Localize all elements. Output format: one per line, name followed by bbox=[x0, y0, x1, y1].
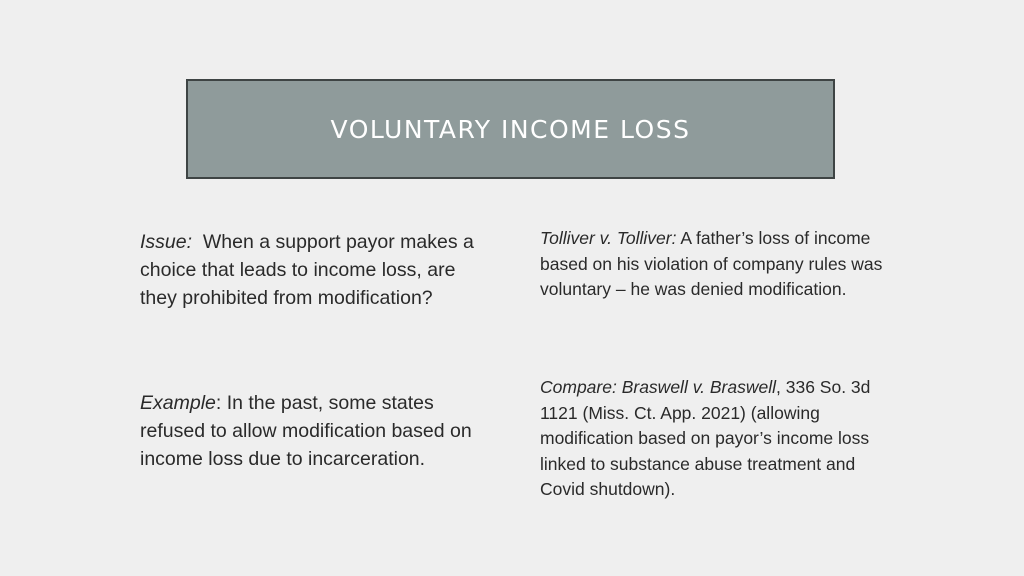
issue-text: When a support payor makes a choice that leads to income loss, are they prohibited from modification? bbox=[140, 231, 474, 309]
tolliver-paragraph bbox=[540, 226, 885, 303]
issue-label: Issue: bbox=[140, 231, 193, 253]
example-text: : In the past, some states refused to allow modification based on income loss due to incarceration. bbox=[140, 392, 472, 470]
compare-text: , 336 So. 3d 1121 (Miss. Ct. App. 2021) (allowing modification based on payor’s income loss linked to substance abuse treatment and Covid shutdown). bbox=[540, 377, 871, 499]
compare-paragraph bbox=[540, 375, 885, 503]
compare-label: Compare: Braswell v. Braswell bbox=[540, 377, 776, 397]
title-banner bbox=[186, 79, 835, 179]
example-label: Example bbox=[140, 392, 216, 414]
issue-paragraph bbox=[140, 228, 490, 312]
tolliver-text: A father’s loss of income based on his violation of company rules was voluntary – he was denied modification. bbox=[540, 228, 883, 299]
slide-title: VOLUNTARY INCOME LOSS bbox=[330, 114, 691, 144]
example-paragraph bbox=[140, 389, 490, 473]
tolliver-label: Tolliver v. Tolliver: bbox=[540, 228, 677, 248]
